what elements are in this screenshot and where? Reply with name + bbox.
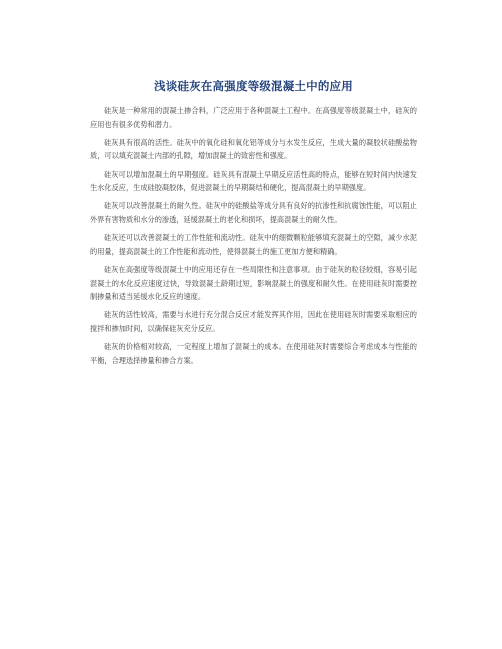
paragraph-4: 硅灰可以改善混凝土的耐久性。硅灰中的硅酸盐等成分具有良好的抗渗性和抗腐蚀性能，可以阻止外界有害物质和水分的渗透，延缓混凝土的老化和损坏，提高混凝土的耐久性。 xyxy=(90,201,417,224)
paragraph-3: 硅灰可以增加混凝土的早期强度。硅灰具有混凝土早期反应活性高的特点，能够在短时间内快速发生水化反应，生成硅胶凝胶体，促进混凝土的早期凝结和硬化，提高混凝土的早期强度。 xyxy=(90,169,417,193)
paragraph-5: 硅灰还可以改善混凝土的工作性能和流动性。硅灰中的细微颗粒能够填充混凝土的空隙，减少水泥的用量，提高混凝土的工作性能和流动性，使得混凝土的施工更加方便和精确。 xyxy=(90,233,417,256)
document-title: 浅谈硅灰在高强度等级混凝土中的应用 xyxy=(154,79,353,93)
paragraph-6: 硅灰在高强度等级混凝土中的应用还存在一些局限性和注意事项。由于硅灰的粒径较细，容易引起混凝土的水化反应速度过快，导致混凝土龄期过短，影响混凝土的强度和耐久性。在使用硅灰时需要控制掺量和适当延缓水化反应的速度。 xyxy=(90,264,417,302)
paragraph-1: 硅灰是一种常用的混凝土掺合料，广泛应用于各种混凝土工程中。在高强度等级混凝土中，硅灰的应用也有很多优势和潜力。 xyxy=(90,106,417,129)
paragraph-2: 硅灰具有很高的活性。硅灰中的氧化硅和氧化铝等成分与水发生反应，生成大量的凝胶状硅酸盐物质，可以填充混凝土内部的孔隙，增加混凝土的致密性和强度。 xyxy=(90,137,417,161)
paragraph-7: 硅灰的活性较高，需要与水进行充分混合反应才能发挥其作用，因此在使用硅灰时需要采取相应的搅拌和掺加时间，以确保硅灰充分反应。 xyxy=(90,310,417,333)
paragraph-8: 硅灰的价格相对较高，一定程度上增加了混凝土的成本。在使用硅灰时需要综合考虑成本与性能的平衡，合理选择掺量和掺合方案。 xyxy=(90,342,417,365)
